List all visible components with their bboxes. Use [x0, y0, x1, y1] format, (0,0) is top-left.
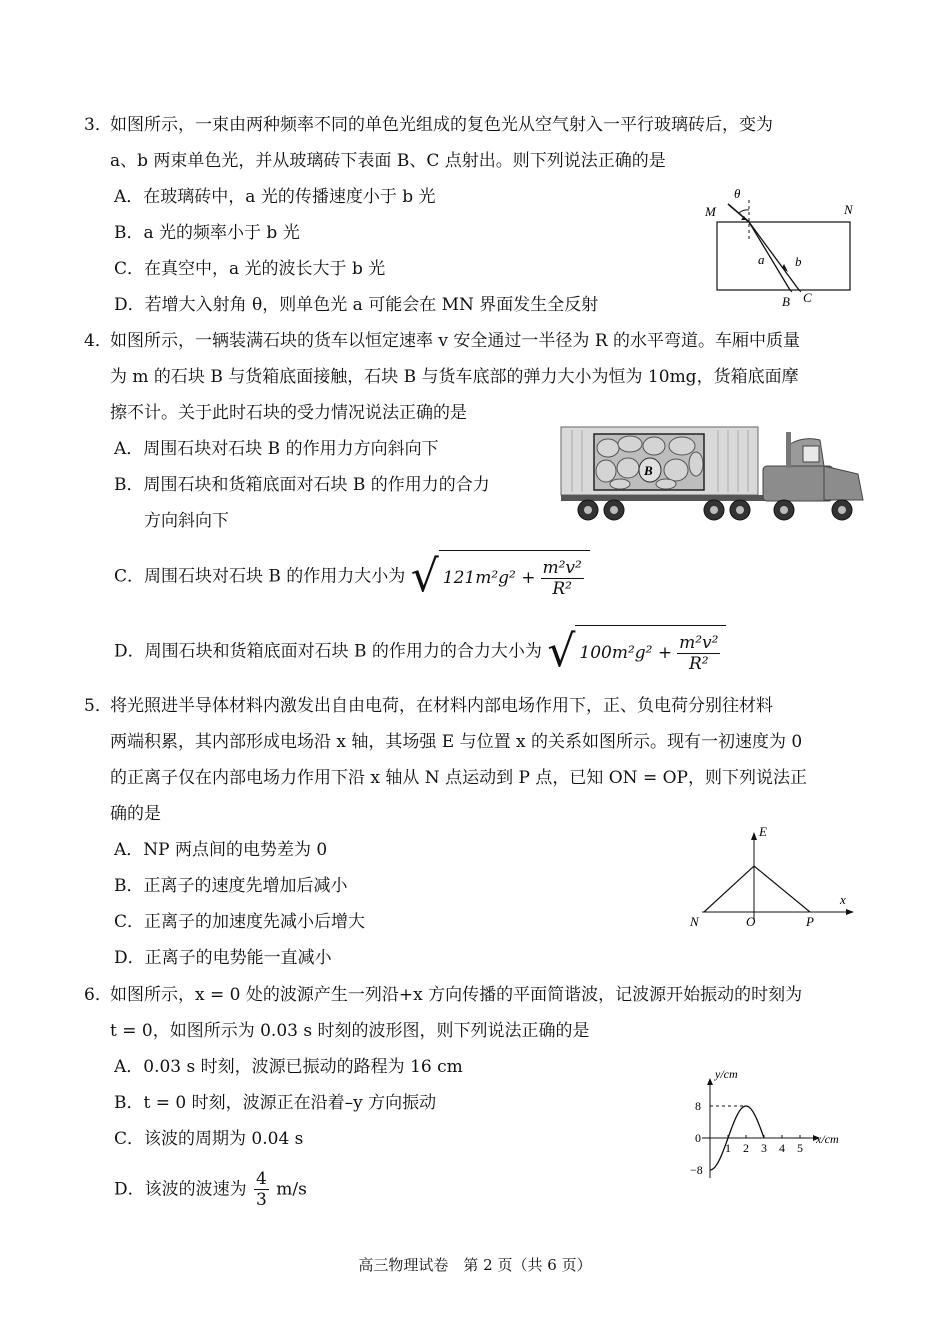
label-a: a — [758, 252, 765, 267]
q5-stem-line3: 的正离子仅在内部电场力作用下沿 x 轴从 N 点运动到 P 点，已知 ON = OP，则下列说法正 — [110, 768, 807, 788]
q5-e-x-figure — [692, 822, 862, 932]
q3-stem-line2: a、b 两束单色光，并从玻璃砖下表面 B、C 点射出。则下列说法正确的是 — [110, 151, 666, 171]
q4-option-d-text: D．周围石块和货箱底面对石块 B 的作用力的合力大小为 — [114, 641, 542, 662]
label-m: M — [705, 204, 716, 219]
q4-stem-line3: 擦不计。关于此时石块的受力情况说法正确的是 — [110, 403, 467, 423]
q6-speed-num: 4 — [256, 1169, 267, 1189]
q3-stem-line1: 如图所示，一束由两种频率不同的单色光组成的复色光从空气射入一平行玻璃砖后，变为 — [110, 115, 773, 135]
q6-stem-line1: 如图所示，x = 0 处的波源产生一列沿+x 方向传播的平面简谐波，记波源开始振动的时刻为 — [110, 985, 803, 1005]
q4-number: 4． — [84, 331, 112, 351]
y-axis-label: y/cm — [715, 1067, 738, 1081]
q4-formula-d-term: 100m²g² + — [579, 643, 673, 663]
y-axis-arrow — [707, 1078, 713, 1085]
q4-formula-c-term: 121m²g² + — [442, 568, 536, 588]
x-axis-label: x/cm — [816, 1132, 839, 1146]
q6-wave-chart — [690, 1066, 860, 1186]
e-curve — [704, 866, 810, 912]
q6-stem-line2: t = 0，如图所示为 0.03 s 时刻的波形图，则下列说法正确的是 — [110, 1021, 590, 1041]
rock-b-label: B — [644, 463, 653, 478]
q4-option-b-line2: 方向斜向下 — [144, 511, 229, 531]
label-theta: θ — [734, 186, 741, 201]
q6-option-d-text: D．该波的波速为 — [114, 1179, 247, 1200]
q3-option-a: A．在玻璃砖中，a 光的传播速度小于 b 光 — [114, 187, 436, 207]
q4-option-a: A．周围石块对石块 B 的作用力方向斜向下 — [114, 439, 439, 459]
q5-option-b: B．正离子的速度先增加后减小 — [114, 876, 348, 896]
ray-b — [749, 222, 799, 290]
q5-stem-line2: 两端积累，其内部形成电场沿 x 轴，其场强 E 与位置 x 的关系如图所示。现有一初速度为 0 — [110, 732, 803, 752]
q6-speed-unit: m/s — [276, 1179, 307, 1200]
q3-number: 3． — [84, 115, 112, 135]
label-n: N — [844, 202, 853, 217]
label-point-b: B — [782, 294, 790, 309]
label-o: O — [746, 914, 756, 929]
y-tick-label: 8 — [695, 1099, 701, 1113]
x-axis-arrow — [846, 909, 854, 915]
truck-hood — [824, 466, 863, 500]
q4-formula-d-num: m²v² — [679, 632, 719, 653]
label-point-c: C — [803, 290, 812, 305]
q6-number: 6． — [84, 985, 112, 1005]
q4-stem-line1: 如图所示，一辆装满石块的货车以恒定速率 v 安全通过一半径为 R 的水平弯道。车厢中质量 — [110, 331, 801, 351]
y-tick-label: −8 — [690, 1163, 703, 1177]
e-axis-arrow — [751, 832, 757, 840]
q6-option-b: B．t = 0 时刻，波源正在沿着–y 方向振动 — [114, 1093, 437, 1113]
q4-formula-c-den: R² — [552, 578, 572, 599]
q4-formula-c: √ 121m²g² + $\frac{\text{m²v²}}{\text{R²}}$ — [411, 550, 590, 603]
q4-formula-d: √ 100m²g² + $\frac{\text{m²v²}}{\text{R²}}$ — [547, 625, 726, 678]
label-e: E — [759, 824, 767, 839]
x-tick-label: 3 — [761, 1141, 767, 1155]
q3-glass-brick-figure — [698, 180, 868, 312]
trailer-frame — [561, 495, 776, 501]
x-tick-label: 5 — [797, 1141, 803, 1155]
page-footer: 高三物理试卷 第 2 页（共 6 页） — [358, 1256, 592, 1274]
q5-option-d: D．正离子的电势能一直减小 — [114, 948, 332, 968]
q4-option-d — [114, 625, 726, 678]
q4-option-b-line1: B．周围石块和货箱底面对石块 B 的作用力的合力 — [114, 475, 490, 495]
x-tick-label: 4 — [779, 1141, 785, 1155]
q4-formula-c-num: m²v² — [542, 557, 582, 578]
q3-option-d: D．若增大入射角 θ，则单色光 a 可能会在 MN 界面发生全反射 — [114, 295, 599, 315]
q5-number: 5． — [84, 696, 112, 716]
q4-formula-d-den: R² — [688, 653, 709, 674]
exhaust-stack — [786, 432, 791, 468]
q4-stem-line2: 为 m 的石块 B 与货箱底面接触，石块 B 与货车底部的弹力大小为恒为 10mg，货箱底面摩 — [110, 367, 799, 387]
q4-truck-figure — [558, 424, 868, 524]
q4-option-c — [114, 550, 590, 603]
q3-option-c: C．在真空中，a 光的波长大于 b 光 — [114, 259, 386, 279]
q5-option-c: C．正离子的加速度先减小后增大 — [114, 912, 366, 932]
q5-stem-line4: 确的是 — [110, 804, 161, 824]
y-tick-label: 0 — [695, 1131, 701, 1145]
theta-arc — [739, 210, 749, 213]
ray-a — [749, 222, 790, 290]
truck-body — [763, 466, 833, 501]
x-tick-label: 2 — [743, 1141, 749, 1155]
q6-option-c: C．该波的周期为 0.04 s — [114, 1129, 304, 1149]
q5-stem-line1: 将光照进半导体材料内激发出自由电荷，在材料内部电场作用下，正、负电荷分别往材料 — [110, 696, 773, 716]
q6-option-d — [114, 1167, 307, 1212]
label-x: x — [840, 892, 846, 907]
q6-speed-fraction — [254, 1169, 269, 1210]
q6-speed-den: 3 — [256, 1190, 267, 1210]
q4-option-c-text: C．周围石块对石块 B 的作用力大小为 — [114, 566, 406, 587]
label-n: N — [690, 914, 699, 929]
label-p: P — [806, 914, 814, 929]
q6-option-a: A．0.03 s 时刻，波源已振动的路程为 16 cm — [114, 1057, 463, 1077]
x-tick-label: 1 — [725, 1141, 731, 1155]
label-b: b — [795, 254, 802, 269]
q3-option-b: B．a 光的频率小于 b 光 — [114, 223, 300, 243]
q5-option-a: A．NP 两点间的电势差为 0 — [114, 840, 328, 860]
cab-window — [803, 446, 819, 462]
